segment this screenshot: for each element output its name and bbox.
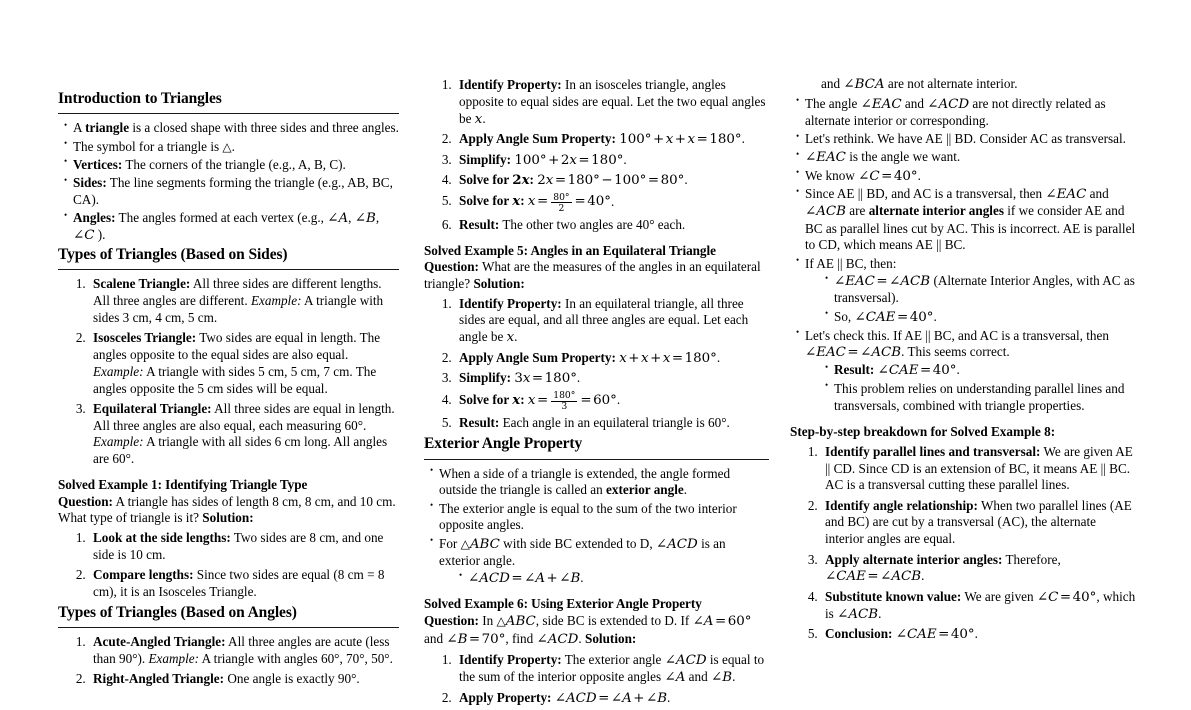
list-item: 1. Identify parallel lines and transversal: We are given AE || CD. Since CD is an extension of BC, it means AE || BC. AC is a transversal cutting these parallel lines. (821, 444, 1136, 494)
example-6-question: Question: In △ABC, side BC is extended to D. If ∠A = 60° and ∠B = 70°, find ∠ACD. Solution: (424, 613, 752, 648)
section-heading-types-by-sides: Types of Triangles (Based on Sides) (58, 246, 288, 264)
list-item: 4. Substitute known value: We are given ∠C = 40°, which is ∠ACB. (821, 589, 1136, 623)
list-item: • For △ABC with side BC extended to D, ∠ACD is an exterior angle. • ∠ACD = ∠A + ∠B. (430, 536, 769, 588)
example-8-bullets (790, 96, 1136, 415)
list-item: 2. Right-Angled Triangle: One angle is exactly 90°. (89, 671, 399, 688)
list-item: • A triangle is a closed shape with three sides and three angles. (64, 120, 399, 137)
list-item: • Result: ∠CAE = 40°. (825, 362, 1136, 379)
exterior-angle-subbullets (439, 570, 769, 587)
list-item: • The exterior angle is equal to the sum of the two interior opposite angles. (430, 501, 769, 535)
list-item: • We know ∠C = 40°. (796, 168, 1136, 185)
list-item: 1. Identify Property: In an equilateral triangle, all three sides are equal, and all three angles are equal. Let each angle be x. (455, 296, 769, 347)
list-item: 4. Solve for 2x: 2x = 180° − 100° = 80°. (455, 172, 769, 189)
example-6-title: Solved Example 6: Using Exterior Angle Property (424, 596, 702, 612)
list-item: 3. Simplify: 100° + 2x = 180°. (455, 152, 769, 169)
list-item: 1. Identify Property: In an isosceles triangle, angles opposite to equal sides are equal. Let the two equal angles be x. (455, 77, 769, 128)
list-item: 1. Scalene Triangle: All three sides are different lengths. All three angles are different. Example: A triangle with sides 3 cm, 4 cm, 5 cm. (89, 276, 399, 326)
list-item: 5. Result: Each angle in an equilateral triangle is 60°. (455, 415, 769, 432)
list-item: 2. Identify angle relationship: When two parallel lines (AE and BC) are cut by a transversal (AC), the alternate interior angles are equal. (821, 498, 1136, 548)
list-item: • ∠EAC = ∠ACB (Alternate Interior Angles, with AC as transversal). (825, 273, 1136, 307)
list-item: • Angles: The angles formed at each vertex (e.g., ∠A, ∠B, ∠C ). (64, 210, 399, 244)
example-6-steps (424, 652, 769, 707)
list-item: 5. Solve for x: x = $\frac{80^\circ}{2}$ = 40°. (455, 193, 769, 214)
list-item: • The symbol for a triangle is △. (64, 139, 399, 156)
list-item: 5. Conclusion: ∠CAE = 40°. (821, 626, 1136, 643)
list-item: 2. Apply Property: ∠ACD = ∠A + ∠B. (455, 690, 769, 707)
section-heading-types-by-angles: Types of Triangles (Based on Angles) (58, 604, 297, 621)
heading-rule (424, 459, 769, 460)
list-item: • So, ∠CAE = 40°. (825, 309, 1136, 326)
list-item: 1. Acute-Angled Triangle: All three angles are acute (less than 90°). Example: A triangle with angles 60°, 70°, 50°. (89, 634, 399, 668)
intro-bullet-list (58, 120, 399, 244)
list-item: • ∠EAC is the angle we want. (796, 149, 1136, 166)
list-item: 3. Equilateral Triangle: All three sides are equal in length. All three angles are also equal, each measuring 60°. Example: A triangle with all sides 6 cm long. All angles are 60°. (89, 401, 399, 468)
list-item: • Let's check this. If AE || BC, and AC is a transversal, then ∠EAC = ∠ACB. This seems correct. • Result: ∠CAE = 40°. • This problem relies on understanding parallel lines and transversals, combined with triangle properties. (796, 328, 1136, 415)
list-item: 2. Isosceles Triangle: Two sides are equal in length. The angles opposite to the equal sides are also equal. Example: A triangle with sides 5 cm, 5 cm, 7 cm. The angles opposite the 5 cm sides will be equal. (89, 330, 399, 397)
list-item: • Sides: The line segments forming the triangle (e.g., AB, BC, CA). (64, 175, 399, 209)
example-8-subbullets (805, 273, 1136, 325)
list-item: 4. Solve for x: x = $\frac{180^\circ}{3}$ = 60°. (455, 391, 769, 412)
example-1-title: Solved Example 1: Identifying Triangle Type (58, 476, 308, 492)
list-item: • When a side of a triangle is extended, the angle formed outside the triangle is called an exterior angle. (430, 466, 769, 500)
list-item: 3. Simplify: 3x = 180°. (455, 370, 769, 387)
list-item: 3. Apply alternate interior angles: Therefore, ∠CAE = ∠ACB. (821, 552, 1136, 586)
list-item: • Since AE || BD, and AC is a transversal, then ∠EAC and ∠ACB are alternate interior angles if we consider AE and BC as parallel lines cut by AC. This is incorrect. AE is parallel to CD, which means AE || BC. (796, 186, 1136, 254)
breakdown-title: Step-by-step breakdown for Solved Example 8: (790, 424, 1056, 440)
example-4-steps (424, 77, 769, 234)
example-5-question: Question: What are the measures of the angles in an equilateral triangle? Solution: (424, 259, 761, 292)
example-1-steps (58, 530, 399, 601)
example-5-steps (424, 296, 769, 432)
exterior-angle-bullets (424, 466, 769, 588)
heading-rule (58, 627, 399, 628)
list-item: • The angle ∠EAC and ∠ACD are not directly related as alternate interior or corresponding. (796, 96, 1136, 130)
list-item: • ∠ACD = ∠A + ∠B. (459, 570, 769, 587)
heading-rule (58, 269, 399, 270)
list-item: 2. Apply Angle Sum Property: 100° + x + x = 180°. (455, 131, 769, 148)
list-item: 2. Compare lengths: Since two sides are equal (8 cm = 8 cm), it is an Isosceles Triangle. (89, 567, 399, 601)
list-item: 1. Look at the side lengths: Two sides are 8 cm, and one side is 10 cm. (89, 530, 399, 564)
heading-rule (58, 113, 399, 114)
section-heading-introduction: Introduction to Triangles (58, 90, 222, 107)
angles-type-list (58, 634, 399, 688)
example-8-result-subbullets (805, 362, 1136, 414)
column-1 (58, 0, 399, 687)
list-item: 6. Result: The other two angles are 40° each. (455, 217, 769, 234)
breakdown-steps (790, 444, 1136, 643)
column-3 (790, 0, 1136, 643)
list-item: • This problem relies on understanding parallel lines and transversals, combined with triangle properties. (825, 381, 1136, 415)
list-item: • Vertices: The corners of the triangle (e.g., A, B, C). (64, 157, 399, 174)
list-item: 2. Apply Angle Sum Property: x + x + x = 180°. (455, 350, 769, 367)
list-item: 1. Identify Property: The exterior angle ∠ACD is equal to the sum of the interior opposite angles ∠A and ∠B. (455, 652, 769, 686)
list-item: • If AE || BC, then: • ∠EAC = ∠ACB (Alternate Interior Angles, with AC as transversal). • So, ∠CAE = 40°. (796, 256, 1136, 326)
list-item: • Let's rethink. We have AE || BD. Consider AC as transversal. (796, 131, 1136, 148)
column-2 (424, 0, 769, 706)
continuation-text: and ∠BCA are not alternate interior. (821, 76, 1018, 92)
example-1-question: Question: A triangle has sides of length 8 cm, 8 cm, and 10 cm. What type of triangle is it? Solution: (58, 493, 396, 526)
sides-type-list (58, 276, 399, 467)
section-heading-exterior-angle: Exterior Angle Property (424, 435, 583, 453)
example-5-title: Solved Example 5: Angles in an Equilateral Triangle (424, 242, 716, 258)
